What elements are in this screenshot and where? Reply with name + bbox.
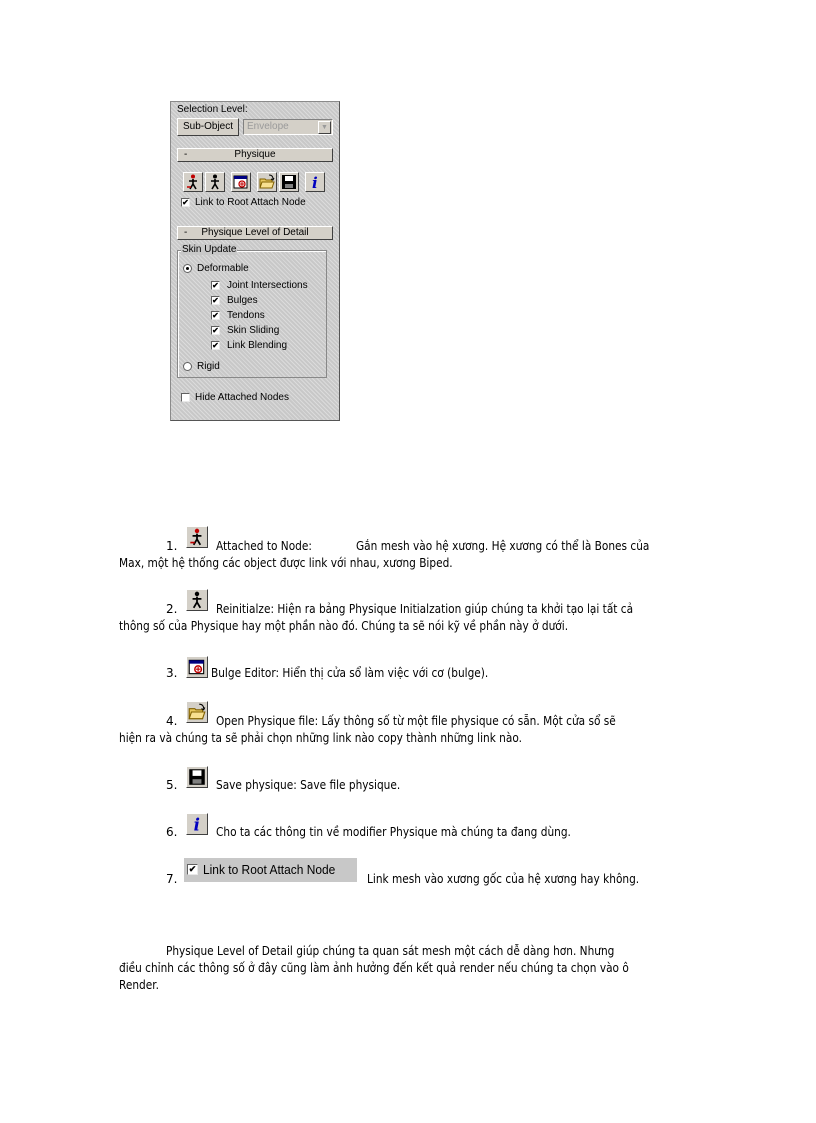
link-blending-label: Link Blending: [227, 340, 288, 351]
sub-object-button[interactable]: Sub-Object: [177, 118, 239, 136]
bulge-editor-icon: [186, 656, 208, 678]
bulges-checkbox[interactable]: ✔: [212, 296, 219, 305]
hide-attached-nodes-label: Hide Attached Nodes: [195, 392, 289, 403]
info-icon[interactable]: [305, 172, 325, 192]
link-to-root-inline-label: Link to Root Attach Node: [203, 862, 336, 877]
attach-to-node-icon[interactable]: [183, 172, 203, 192]
rigid-label: Rigid: [197, 361, 220, 372]
open-file-icon: [186, 701, 208, 723]
checkbox-icon: ✔: [188, 864, 197, 874]
reinitialize-icon: [186, 589, 208, 611]
physique-rollout-header[interactable]: [177, 148, 333, 162]
skin-update-label: Skin Update: [182, 244, 237, 255]
collapse-icon: -: [184, 149, 188, 160]
physique-panel-screenshot: [170, 101, 340, 421]
item-text: Open Physique file: Lấy thông số từ một file physique có sẵn. Một cửa sổ sẽ: [216, 714, 616, 728]
list-number: 5.: [166, 778, 178, 792]
item-text: Bulge Editor: Hiển thị cửa sổ làm việc với cơ (bulge).: [211, 666, 489, 680]
tendons-label: Tendons: [227, 310, 265, 321]
info-icon: [186, 813, 208, 835]
rigid-radio[interactable]: [183, 362, 192, 371]
list-number: 7.: [166, 872, 178, 886]
joint-intersections-label: Joint Intersections: [227, 280, 308, 291]
chevron-down-icon[interactable]: ▼: [318, 121, 331, 134]
link-to-root-label: Link to Root Attach Node: [195, 197, 306, 208]
open-file-icon[interactable]: [257, 172, 277, 192]
lod-rollout-header[interactable]: [177, 226, 333, 240]
list-number: 1.: [166, 539, 178, 553]
deformable-label: Deformable: [197, 263, 249, 274]
item-text: Cho ta các thông tin về modifier Physique mà chúng ta đang dùng.: [216, 825, 571, 839]
item-text: thông số của Physique hay một phần nào đó. Chúng ta sẽ nói kỹ về phần này ở dưới.: [119, 619, 569, 633]
selection-level-label: Selection Level:: [177, 104, 248, 115]
reinitialize-icon[interactable]: [205, 172, 225, 192]
envelope-dropdown[interactable]: [243, 119, 333, 135]
item-text: Reinitialze: Hiện ra bảng Physique Initialzation giúp chúng ta khởi tạo lại tất cả: [216, 602, 634, 616]
item-text: Link mesh vào xương gốc của hệ xương hay không.: [367, 872, 640, 886]
svg-text:i: i: [312, 174, 318, 191]
link-blending-checkbox[interactable]: ✔: [212, 341, 219, 350]
rollout-title: Physique: [234, 149, 276, 160]
bulges-label: Bulges: [227, 295, 258, 306]
tendons-checkbox[interactable]: ✔: [212, 311, 219, 320]
item-text: hiện ra và chúng ta sẽ phải chọn những link nào copy thành những link nào.: [119, 731, 522, 745]
list-number: 6.: [166, 825, 178, 839]
rollout-title: Physique Level of Detail: [201, 227, 309, 238]
item-text: Save physique: Save file physique.: [216, 778, 401, 792]
envelope-dropdown-value: Envelope: [247, 121, 289, 132]
collapse-icon: -: [184, 227, 188, 238]
paragraph-line: Render.: [119, 978, 159, 992]
list-number: 2.: [166, 602, 178, 616]
attach-to-node-icon: [186, 526, 208, 548]
item-text: Gắn mesh vào hệ xương. Hệ xương có thể là Bones của: [356, 539, 650, 553]
paragraph-line: Physique Level of Detail giúp chúng ta quan sát mesh một cách dễ dàng hơn. Nhưng: [166, 944, 615, 958]
item-name: Attached to Node:: [216, 539, 312, 553]
list-number: 4.: [166, 714, 178, 728]
save-file-icon: [186, 766, 208, 788]
paragraph-line: điều chỉnh các thông số ở đây cũng làm ảnh hưởng đến kết quả render nếu chúng ta chọn vào ô: [119, 961, 629, 975]
deformable-radio[interactable]: [183, 264, 192, 273]
svg-text:i: i: [193, 814, 200, 834]
skin-sliding-label: Skin Sliding: [227, 325, 280, 336]
save-file-icon[interactable]: [279, 172, 299, 192]
link-to-root-inline-image: [184, 858, 357, 882]
item-text: Max, một hệ thống các object được link với nhau, xương Biped.: [119, 556, 453, 570]
bulge-editor-icon[interactable]: [231, 172, 251, 192]
list-number: 3.: [166, 666, 178, 680]
hide-attached-nodes-checkbox[interactable]: [181, 393, 190, 402]
skin-sliding-checkbox[interactable]: ✔: [212, 326, 219, 335]
link-to-root-checkbox[interactable]: ✔: [182, 198, 189, 207]
joint-intersections-checkbox[interactable]: ✔: [212, 281, 219, 290]
